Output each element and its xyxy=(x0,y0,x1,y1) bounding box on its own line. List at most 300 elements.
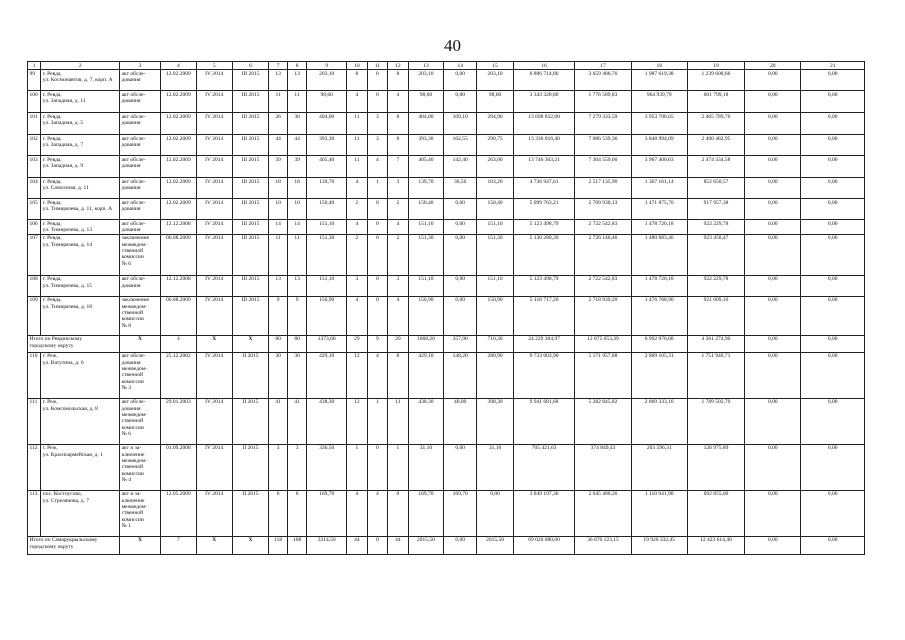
table-cell: 13 xyxy=(269,70,287,91)
table-cell: 7 304 559,00 xyxy=(575,156,631,178)
column-number-cell: 8 xyxy=(287,62,306,70)
table-cell: 12.02.2009 xyxy=(161,199,197,220)
table-cell: 4 xyxy=(367,352,387,398)
table-cell: 2 xyxy=(347,199,367,220)
total-cell: 9 xyxy=(367,335,387,352)
table-cell: 0,00 xyxy=(801,296,865,335)
total-cell: 80 xyxy=(287,335,306,352)
table-cell: 0,00 xyxy=(745,275,801,296)
address-cell: г. Реж, ул. Красноармейская, д. 1 xyxy=(41,444,120,490)
total-cell: 29 xyxy=(347,335,367,352)
table-cell: 0,00 xyxy=(444,91,477,113)
table-cell: 6 xyxy=(287,490,306,536)
table-cell: 405,40 xyxy=(307,156,347,178)
table-cell: 12.02.2009 xyxy=(161,135,197,156)
table-cell: 14 xyxy=(269,220,287,235)
table-cell: 922 229,78 xyxy=(687,220,744,235)
total-cell: 0,00 xyxy=(745,335,801,352)
table-cell: 151,10 xyxy=(307,220,347,235)
table-cell: 11 xyxy=(347,156,367,178)
column-number-cell: 15 xyxy=(477,62,514,70)
table-cell: 374 849,43 xyxy=(575,444,631,490)
table-cell: 2 722 542,83 xyxy=(575,220,631,235)
column-number-cell: 14 xyxy=(444,62,477,70)
column-number-cell: 10 xyxy=(347,62,367,70)
table-cell: 9 xyxy=(269,296,287,335)
table-cell: 12.12.2008 xyxy=(161,275,197,296)
total-cell: 12 423 614,40 xyxy=(687,536,744,554)
table-cell: 29.01.2003 xyxy=(161,398,197,444)
column-number-cell: 16 xyxy=(513,62,574,70)
table-cell: 0,00 xyxy=(801,398,865,444)
column-number-cell: 3 xyxy=(120,62,161,70)
table-cell: 8 xyxy=(347,70,367,91)
table-cell: IV 2014 xyxy=(196,199,232,220)
table-cell: 18 xyxy=(269,178,287,199)
table-cell: 1 xyxy=(367,398,387,444)
table-cell: 3 xyxy=(269,444,287,490)
table-cell: 12.12.2008 xyxy=(161,220,197,235)
table-cell: 3 xyxy=(347,275,367,296)
table-cell: 1 476 768,90 xyxy=(631,296,687,335)
table-cell: 98,60 xyxy=(307,91,347,113)
total-cell: X xyxy=(196,335,232,352)
table-cell: 2 465 789,76 xyxy=(687,113,744,135)
table-cell: 0,00 xyxy=(444,199,477,220)
table-cell: 2 xyxy=(347,234,367,275)
table-cell: 150,90 xyxy=(307,296,347,335)
table-row xyxy=(28,156,865,178)
table-cell: II 2015 xyxy=(232,398,269,444)
table-cell: 18 xyxy=(287,178,306,199)
total-cell: 1068,20 xyxy=(408,335,444,352)
table-row xyxy=(28,352,865,398)
page-number: 40 xyxy=(444,36,461,55)
table-cell: 5 171 957,88 xyxy=(575,352,631,398)
table-cell: 5 099 763,21 xyxy=(513,199,574,220)
table-cell: 0,00 xyxy=(801,70,865,91)
table-cell: 4 xyxy=(367,490,387,536)
total-row xyxy=(28,335,865,352)
table-cell: 06.08.2009 xyxy=(161,296,197,335)
total-cell: 7 xyxy=(161,536,197,554)
table-cell: 8 xyxy=(388,70,408,91)
table-cell: 36,50 xyxy=(444,178,477,199)
table-cell: II 2015 xyxy=(232,490,269,536)
table-cell: III 2015 xyxy=(232,178,269,199)
total-cell: 0,00 xyxy=(444,536,477,554)
table-cell: IV 2014 xyxy=(196,234,232,275)
table-cell: 0,00 xyxy=(444,296,477,335)
table-cell: 2 809 105,31 xyxy=(631,352,687,398)
total-cell: X xyxy=(120,335,161,352)
table-cell: 280,90 xyxy=(477,352,514,398)
table-cell: 3 xyxy=(388,275,408,296)
table-cell: 398,30 xyxy=(477,398,514,444)
document-cell: заключение межведом- ственной комиссии № 6 xyxy=(120,234,161,275)
table-cell: III 2015 xyxy=(232,70,269,91)
total-cell: 36 676 123,15 xyxy=(575,536,631,554)
table-cell: 169,70 xyxy=(408,490,444,536)
total-cell: 6 992 976,68 xyxy=(631,335,687,352)
address-cell: г. Ревда, ул. Тимирязева, д. 18 xyxy=(41,296,120,335)
column-number-cell: 21 xyxy=(801,62,865,70)
table-cell: 705 421,63 xyxy=(513,444,574,490)
column-number-cell: 20 xyxy=(745,62,801,70)
table-cell: IV 2014 xyxy=(196,220,232,235)
table-cell: 25.12.2002 xyxy=(161,352,197,398)
row-number-cell: 111 xyxy=(28,398,41,444)
table-cell: IV 2014 xyxy=(196,275,232,296)
address-cell: пос. Костоусово, ул. Стрелянова, д. 7 xyxy=(41,490,120,536)
table-row xyxy=(28,178,865,199)
table-cell: 5 282 845,82 xyxy=(575,398,631,444)
table-cell: 0,00 xyxy=(745,156,801,178)
table-cell: 3 848 994,09 xyxy=(631,135,687,156)
table-cell: 44 xyxy=(269,135,287,156)
table-row xyxy=(28,70,865,91)
table-cell: 11 xyxy=(269,91,287,113)
table-cell: III 2015 xyxy=(232,135,269,156)
row-number-cell: 113 xyxy=(28,490,41,536)
table-cell: 98,60 xyxy=(408,91,444,113)
table-cell: 40,00 xyxy=(444,398,477,444)
table-cell: 0,00 xyxy=(745,113,801,135)
table-cell: 12 xyxy=(347,398,367,444)
row-number-cell: 100 xyxy=(28,91,41,113)
table-cell: 601 799,18 xyxy=(687,91,744,113)
total-cell: 80 xyxy=(269,335,287,352)
total-cell: 4 xyxy=(161,335,197,352)
total-cell: 0,00 xyxy=(801,536,865,554)
total-cell: X xyxy=(232,335,269,352)
table-cell: 0,00 xyxy=(444,70,477,91)
table-cell: 44 xyxy=(287,135,306,156)
table-cell: 13 698 832,00 xyxy=(513,113,574,135)
table-cell: 103,20 xyxy=(477,178,514,199)
table-cell: 11 xyxy=(347,113,367,135)
total-cell: 24 229 304,97 xyxy=(513,335,574,352)
table-row xyxy=(28,398,865,444)
table-row xyxy=(28,234,865,275)
table-cell: 290,75 xyxy=(477,135,514,156)
table-row xyxy=(28,275,865,296)
table-cell: 0,00 xyxy=(745,398,801,444)
table-cell: 1 789 502,70 xyxy=(687,398,744,444)
table-cell: 31,10 xyxy=(408,444,444,490)
address-cell: г. Ревда, ул. Западная, д. 7 xyxy=(41,135,120,156)
table-cell: 30 xyxy=(287,352,306,398)
table-cell: 36 xyxy=(269,113,287,135)
table-cell: 404,00 xyxy=(307,113,347,135)
table-cell: 0 xyxy=(367,220,387,235)
table-cell: IV 2014 xyxy=(196,113,232,135)
table-cell: 139,70 xyxy=(307,178,347,199)
total-cell: 3314,50 xyxy=(307,536,347,554)
table-cell: 169,70 xyxy=(444,490,477,536)
table-cell: 0,00 xyxy=(477,490,514,536)
table-cell: 0,00 xyxy=(745,352,801,398)
table-cell: 41 xyxy=(287,398,306,444)
table-cell: 3 967 400,63 xyxy=(631,156,687,178)
address-cell: г. Реж, ул. Ватутина, д. 6 xyxy=(41,352,120,398)
table-cell: 0,00 xyxy=(801,490,865,536)
table-row xyxy=(28,113,865,135)
table-cell: 151,30 xyxy=(408,234,444,275)
column-number-cell: 19 xyxy=(687,62,744,70)
table-cell: 964 939,79 xyxy=(631,91,687,113)
table-cell: 405,40 xyxy=(408,156,444,178)
table-cell: 13 xyxy=(287,275,306,296)
column-number-cell: 6 xyxy=(232,62,269,70)
table-cell: 0,00 xyxy=(745,91,801,113)
table-cell: 0,00 xyxy=(745,178,801,199)
table-cell: 0 xyxy=(367,91,387,113)
table-cell: 393,30 xyxy=(307,135,347,156)
table-cell: 1 751 940,71 xyxy=(687,352,744,398)
total-cell: 44 xyxy=(347,536,367,554)
table-cell: 150,90 xyxy=(477,296,514,335)
table-cell: 0,00 xyxy=(801,220,865,235)
table-cell: 8 xyxy=(388,352,408,398)
table-cell: 429,10 xyxy=(408,352,444,398)
table-cell: 0,00 xyxy=(801,444,865,490)
table-cell: 203 596,31 xyxy=(631,444,687,490)
total-cell: 0,00 xyxy=(801,335,865,352)
total-cell: 19 920 332,45 xyxy=(631,536,687,554)
document-cell: акт обсле- дования xyxy=(120,113,161,135)
table-cell: 4 xyxy=(347,91,367,113)
column-number-cell: 7 xyxy=(269,62,287,70)
table-cell: III 2015 xyxy=(232,275,269,296)
table-cell: 7 279 333,59 xyxy=(575,113,631,135)
total-cell: X xyxy=(232,536,269,554)
table-cell: 1 xyxy=(347,444,367,490)
table-cell: 0,00 xyxy=(745,490,801,536)
table-cell: 3 xyxy=(287,444,306,490)
total-cell: 4 361 274,90 xyxy=(687,335,744,352)
table-cell: 1 987 619,38 xyxy=(631,70,687,91)
address-cell: г. Ревда, ул. Западная, д. 9 xyxy=(41,156,120,178)
table-cell: 0,00 xyxy=(801,135,865,156)
table-cell: 4 xyxy=(388,296,408,335)
table-cell: 36 xyxy=(287,113,306,135)
table-cell: 0,00 xyxy=(801,178,865,199)
table-cell: 169,70 xyxy=(307,490,347,536)
row-number-cell: 102 xyxy=(28,135,41,156)
document-cell: заключение межведом- ственной комиссии № 8 xyxy=(120,296,161,335)
address-cell: г. Ревда, ул. Западная, д. 5 xyxy=(41,113,120,135)
table-cell: 7 xyxy=(388,156,408,178)
total-label: Итого по Ревдинскому городскому округу xyxy=(28,335,120,352)
document-cell: акт обсле- дования xyxy=(120,91,161,113)
total-cell: 1373,60 xyxy=(307,335,347,352)
row-number-cell: 106 xyxy=(28,220,41,235)
table-cell: 0,00 xyxy=(745,296,801,335)
table-cell: 3 343 328,80 xyxy=(513,91,574,113)
table-row xyxy=(28,444,865,490)
table-cell: 0,00 xyxy=(801,91,865,113)
address-cell: г. Ревда, ул. Космонавтов, д. 7, корп. А xyxy=(41,70,120,91)
table-cell: 2 400 482,95 xyxy=(687,135,744,156)
table-cell: 203,10 xyxy=(408,70,444,91)
column-number-cell: 18 xyxy=(631,62,687,70)
table-cell: 0,00 xyxy=(801,113,865,135)
table-row xyxy=(28,91,865,113)
table-cell: 4 xyxy=(347,296,367,335)
table-cell: 6 xyxy=(269,490,287,536)
total-cell: 69 020 080,00 xyxy=(513,536,574,554)
table-row xyxy=(28,220,865,235)
table-cell: 13 xyxy=(287,70,306,91)
table-cell: 0,00 xyxy=(444,444,477,490)
housing-program-table xyxy=(27,61,865,555)
table-row xyxy=(28,490,865,536)
table-cell: 921 009,10 xyxy=(687,296,744,335)
table-cell: 9 733 003,90 xyxy=(513,352,574,398)
address-cell: г. Ревда, ул. Тимирязева, д. 11, корп. А xyxy=(41,199,120,220)
table-cell: 917 957,38 xyxy=(687,199,744,220)
row-number-cell: 112 xyxy=(28,444,41,490)
table-cell: 0,00 xyxy=(801,352,865,398)
address-cell: г. Ревда, ул. Западная, д. 11 xyxy=(41,91,120,113)
total-cell: 2015,50 xyxy=(477,536,514,554)
column-number-cell: 13 xyxy=(408,62,444,70)
table-cell: 142,40 xyxy=(444,156,477,178)
table-cell: 0 xyxy=(367,234,387,275)
total-label: Итого по Самарукрыльскому городскому округу xyxy=(28,536,120,554)
table-cell: 01.09.2008 xyxy=(161,444,197,490)
table-cell: IV 2014 xyxy=(196,398,232,444)
document-cell: акт обсле- дования xyxy=(120,199,161,220)
table-cell: 39 xyxy=(287,156,306,178)
address-cell: г. Ревда, ул. Совхозная, д. 11 xyxy=(41,178,120,199)
table-cell: 2 045 400,26 xyxy=(575,490,631,536)
table-cell: 11 xyxy=(388,398,408,444)
document-cell: акт обсле- дования xyxy=(120,135,161,156)
table-cell: 336,50 xyxy=(307,444,347,490)
table-cell: 203,10 xyxy=(307,70,347,91)
table-cell: 12.05.2009 xyxy=(161,490,197,536)
table-cell: 1 480 683,46 xyxy=(631,234,687,275)
table-cell: 13 xyxy=(269,275,287,296)
table-cell: 263,00 xyxy=(477,156,514,178)
total-cell: 108 xyxy=(287,536,306,554)
row-number-cell: 103 xyxy=(28,156,41,178)
document-cell: акт обсле- дования xyxy=(120,70,161,91)
table-cell: 3 849 197,36 xyxy=(513,490,574,536)
table-cell: 1 471 875,70 xyxy=(631,199,687,220)
table-cell: 429,10 xyxy=(307,352,347,398)
table-cell: III 2015 xyxy=(232,91,269,113)
table-cell: 9 xyxy=(287,296,306,335)
table-cell: 31,10 xyxy=(477,444,514,490)
column-number-cell: 2 xyxy=(41,62,120,70)
table-cell: 294,90 xyxy=(477,113,514,135)
document-cell: акт обсле- дования межведом- ственной комиссии № 6 xyxy=(120,398,161,444)
table-cell: II 2015 xyxy=(232,444,269,490)
table-cell: 4 736 947,61 xyxy=(513,178,574,199)
table-cell: 2 xyxy=(388,234,408,275)
table-cell: 1 xyxy=(367,178,387,199)
table-cell: 150,90 xyxy=(408,296,444,335)
row-number-cell: 99 xyxy=(28,70,41,91)
column-number-cell: 4 xyxy=(161,62,197,70)
table-cell: 0,00 xyxy=(444,275,477,296)
table-cell: 06.08.2009 xyxy=(161,234,197,275)
row-number-cell: 110 xyxy=(28,352,41,398)
table-cell: 0,00 xyxy=(801,275,865,296)
table-cell: 151,10 xyxy=(477,220,514,235)
table-cell: IV 2014 xyxy=(196,156,232,178)
table-cell: 13 746 303,21 xyxy=(513,156,574,178)
table-cell: III 2015 xyxy=(232,234,269,275)
table-cell: 0 xyxy=(367,275,387,296)
total-cell: 44 xyxy=(388,536,408,554)
table-cell: 7 086 539,36 xyxy=(575,135,631,156)
table-cell: IV 2014 xyxy=(196,490,232,536)
table-cell: 11 xyxy=(287,91,306,113)
table-cell: 438,30 xyxy=(408,398,444,444)
table-cell: 0,00 xyxy=(801,234,865,275)
column-number-cell: 11 xyxy=(367,62,387,70)
table-cell: 1 367 161,14 xyxy=(631,178,687,199)
table-cell: 109,10 xyxy=(444,113,477,135)
table-cell: IV 2014 xyxy=(196,296,232,335)
table-cell: 2 726 146,46 xyxy=(575,234,631,275)
table-cell: 150,40 xyxy=(477,199,514,220)
table-cell: 2 709 930,13 xyxy=(575,199,631,220)
table-cell: 0 xyxy=(367,199,387,220)
column-number-cell: 9 xyxy=(307,62,347,70)
table-cell: 148,20 xyxy=(444,352,477,398)
document-cell: акт обсле- дования xyxy=(120,275,161,296)
table-cell: 1 478 726,18 xyxy=(631,275,687,296)
table-cell: 0,00 xyxy=(745,220,801,235)
table-cell: 4 xyxy=(347,220,367,235)
table-cell: 151,10 xyxy=(408,275,444,296)
address-cell: г. Ревда, ул. Тимирязева, д. 14 xyxy=(41,234,120,275)
table-cell: 39 xyxy=(269,156,287,178)
total-row xyxy=(28,536,865,554)
table-cell: 151,10 xyxy=(477,275,514,296)
table-cell: 8 xyxy=(388,113,408,135)
table-cell: 4 xyxy=(347,178,367,199)
table-cell: 1 110 941,90 xyxy=(631,490,687,536)
table-cell: 0,00 xyxy=(745,199,801,220)
table-cell: 151,30 xyxy=(477,234,514,275)
row-number-cell: 109 xyxy=(28,296,41,335)
table-cell: 11 xyxy=(347,135,367,156)
table-cell: 2 517 135,90 xyxy=(575,178,631,199)
table-cell: III 2015 xyxy=(232,156,269,178)
total-cell: X xyxy=(196,536,232,554)
address-cell: г. Ревда, ул. Тимирязева, д. 15 xyxy=(41,275,120,296)
table-cell: 9 941 681,68 xyxy=(513,398,574,444)
table-cell: 1 239 608,66 xyxy=(687,70,744,91)
table-cell: 0,00 xyxy=(745,444,801,490)
table-cell: III 2015 xyxy=(232,296,269,335)
table-cell: 3 xyxy=(367,135,387,156)
table-cell: 6 886 714,80 xyxy=(513,70,574,91)
column-number-cell: 17 xyxy=(575,62,631,70)
table-cell: 1 478 726,18 xyxy=(631,220,687,235)
table-cell: 0,00 xyxy=(801,199,865,220)
row-number-cell: 107 xyxy=(28,234,41,275)
document-cell: акт и за- ключение межведом- ственной комиссии № 1 xyxy=(120,490,161,536)
table-row xyxy=(28,296,865,335)
table-cell: 4 xyxy=(388,220,408,235)
